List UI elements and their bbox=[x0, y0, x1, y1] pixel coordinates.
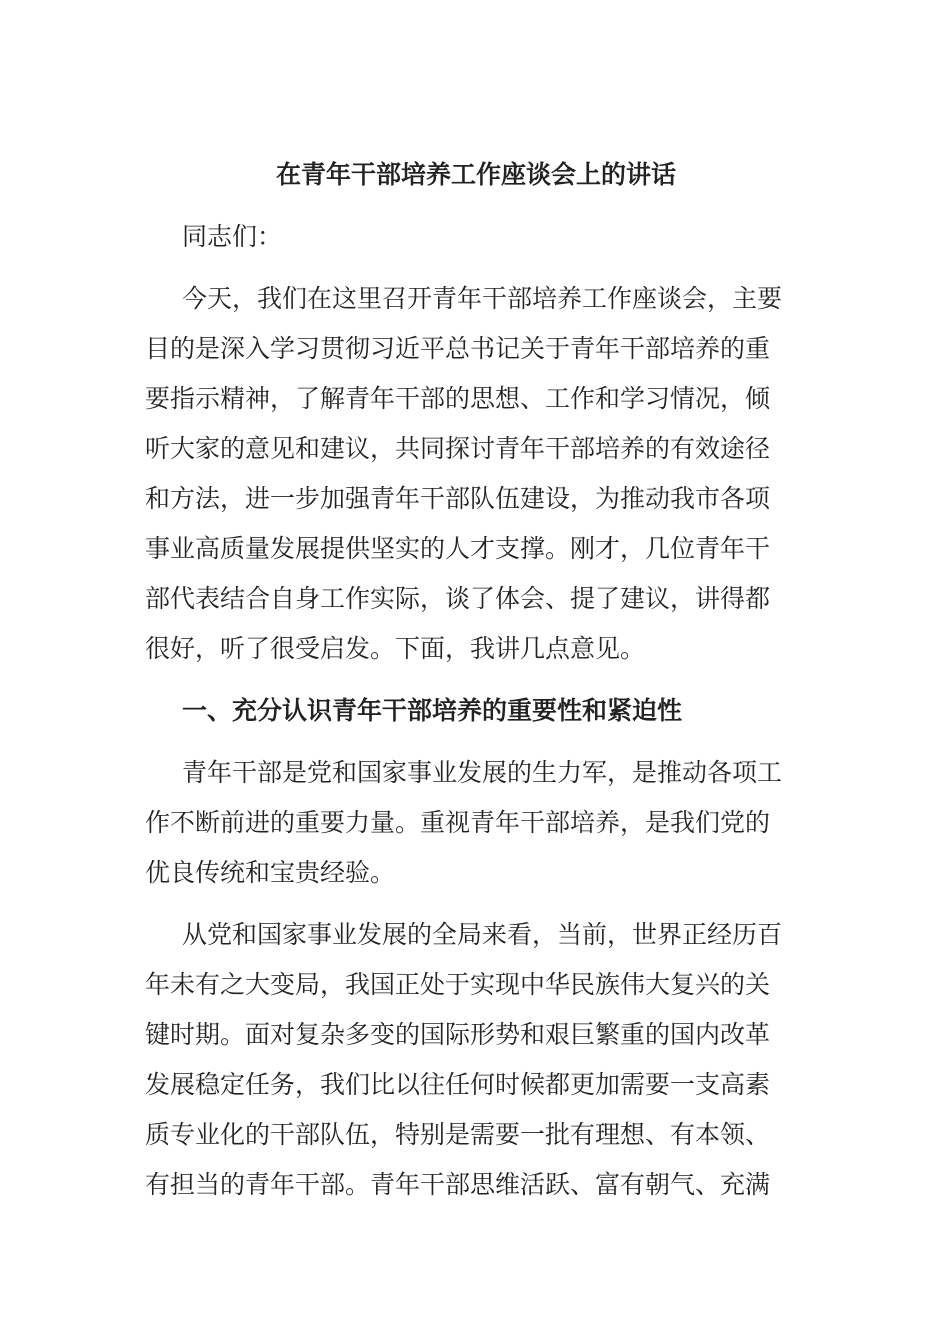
text-line: 发展稳定任务，我们比以往任何时候都更加需要一支高素 bbox=[145, 1070, 771, 1099]
paragraph-global-view bbox=[145, 910, 807, 1210]
text-line: 很好，听了很受启发。下面，我讲几点意见。 bbox=[145, 634, 646, 663]
text-line: 和方法，进一步加强青年干部队伍建设，为推动我市各项 bbox=[145, 484, 771, 513]
salutation: 同志们： bbox=[182, 222, 283, 251]
section-heading-1: 一、充分认识青年干部培养的重要性和紧迫性 bbox=[182, 696, 683, 725]
text-line: 作不断前进的重要力量。重视青年干部培养，是我们党的 bbox=[145, 808, 771, 837]
document-page bbox=[145, 150, 807, 1210]
text-line: 目的是深入学习贯彻习近平总书记关于青年干部培养的重 bbox=[145, 334, 771, 363]
text-line: 有担当的青年干部。青年干部思维活跃、富有朝气、充满 bbox=[145, 1170, 771, 1199]
text-line: 优良传统和宝贵经验。 bbox=[145, 858, 396, 887]
paragraph-importance bbox=[145, 748, 807, 898]
text-line: 质专业化的干部队伍，特别是需要一批有理想、有本领、 bbox=[145, 1120, 771, 1149]
text-line: 听大家的意见和建议，共同探讨青年干部培养的有效途径 bbox=[145, 434, 771, 463]
paragraph-intro bbox=[145, 274, 807, 674]
text-line: 年未有之大变局，我国正处于实现中华民族伟大复兴的关 bbox=[145, 970, 771, 999]
text-line: 部代表结合自身工作实际，谈了体会、提了建议，讲得都 bbox=[145, 584, 771, 613]
text-line: 键时期。面对复杂多变的国际形势和艰巨繁重的国内改革 bbox=[145, 1020, 771, 1049]
text-line: 青年干部是党和国家事业发展的生力军，是推动各项工 bbox=[182, 758, 783, 787]
text-line: 今天，我们在这里召开青年干部培养工作座谈会，主要 bbox=[182, 284, 783, 313]
document-title: 在青年干部培养工作座谈会上的讲话 bbox=[275, 160, 676, 189]
text-line: 从党和国家事业发展的全局来看，当前，世界正经历百 bbox=[182, 920, 783, 949]
text-line: 事业高质量发展提供坚实的人才支撑。刚才，几位青年干 bbox=[145, 534, 771, 563]
text-line: 要指示精神，了解青年干部的思想、工作和学习情况，倾 bbox=[145, 384, 771, 413]
